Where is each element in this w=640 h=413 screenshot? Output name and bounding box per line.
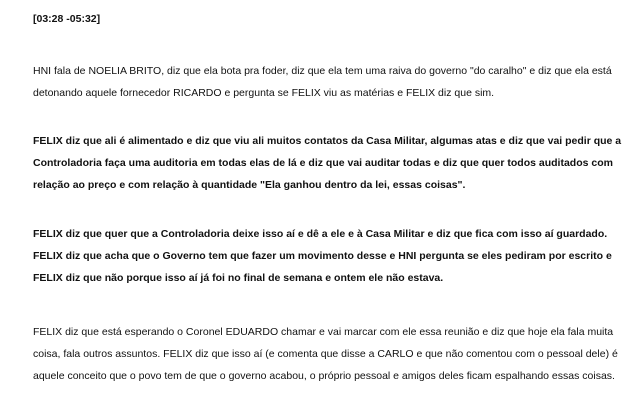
paragraph-line: FELIX diz que está esperando o Coronel EDUARDO chamar e vai marcar com ele essa reunião e diz que hoje ela fala muita (33, 326, 614, 338)
paragraph-2 (33, 130, 625, 196)
paragraph-line: HNI fala de NOELIA BRITO, diz que ela bota pra foder, diz que ela tem uma raiva do governo "do caralho" e diz que ela está (33, 65, 612, 77)
transcript-document (33, 12, 625, 382)
paragraph-line: FELIX diz que acha que o Governo tem que fazer um movimento desse e HNI pergunta se eles pediram por escrito e (33, 250, 612, 262)
paragraph-line: detonando aquele fornecedor RICARDO e pergunta se FELIX viu as matérias e FELIX diz que sim. (33, 87, 495, 99)
paragraph-line: Controladoria faça uma auditoria em todas elas de lá e diz que vai auditar todas e diz que quer todos auditados com (33, 157, 613, 169)
paragraph-3 (33, 223, 625, 289)
timestamp: [03:28 -05:32] (33, 13, 101, 25)
paragraph-line: aquele conceito que o povo tem de que o governo acabou, o próprio pessoal e amigos deles ficam espalhando essas coisas. (33, 370, 615, 382)
paragraph-line: FELIX diz que não porque isso aí já foi no final de semana e ontem ele não estava. (33, 272, 444, 284)
paragraph-line: FELIX diz que quer que a Controladoria deixe isso aí e dê a ele e à Casa Militar e diz que fica com isso aí guardado. (33, 228, 608, 240)
paragraph-line: relação ao preço e com relação à quantidade "Ela ganhou dentro da lei, essas coisas". (33, 179, 466, 191)
paragraph-1 (33, 60, 625, 104)
paragraph-line: FELIX diz que ali é alimentado e diz que viu ali muitos contatos da Casa Militar, algumas atas e diz que vai pedir que a (33, 135, 622, 147)
paragraph-line: coisa, fala outros assuntos. FELIX diz que isso aí (e comenta que disse a CARLO e que não comentou com o pessoal dele) é (33, 348, 618, 360)
paragraph-4 (33, 321, 625, 387)
